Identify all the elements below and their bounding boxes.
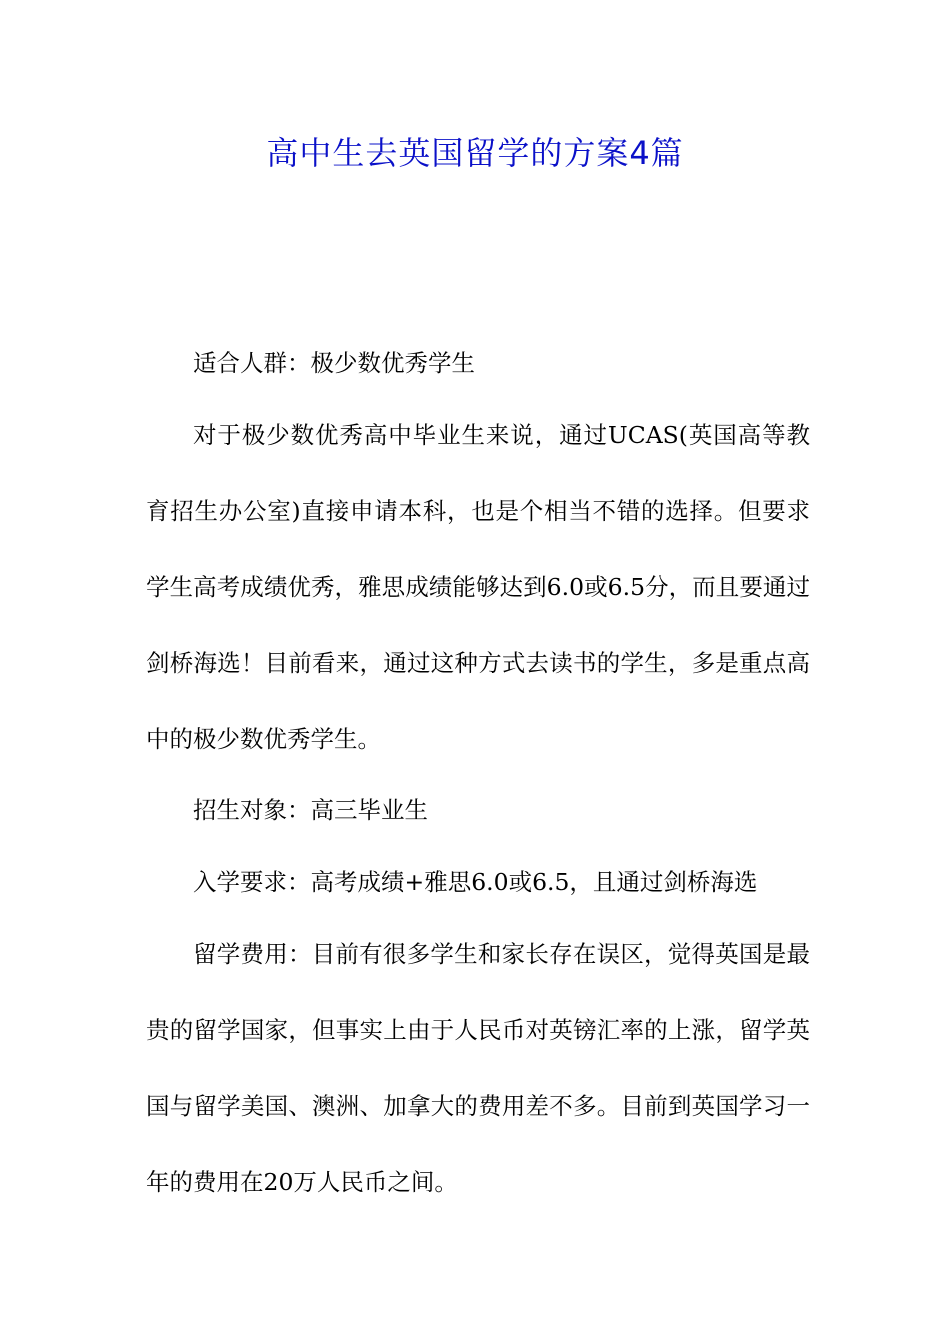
- paragraph-ucas-description: 对于极少数优秀高中毕业生来说，通过UCAS(英国高等教育招生办公室)直接申请本科，也是个相当不错的选择。但要求学生高考成绩优秀，雅思成绩能够达到6.0或6.5分，而且要通过剑桥海选！目前看来，通过这种方式去读书的学生，多是重点高中的极少数优秀学生。: [146, 421, 810, 753]
- paragraph-admission-requirements: 入学要求：高考成绩+雅思6.0或6.5，且通过剑桥海选: [193, 868, 758, 896]
- paragraph-study-costs: 留学费用：目前有很多学生和家长存在误区，觉得英国是最贵的留学国家，但事实上由于人民币对英镑汇率的上涨，留学英国与留学美国、澳洲、加拿大的费用差不多。目前到英国学习一年的费用在20万人民币之间。: [146, 940, 810, 1196]
- paragraph-enrollment-target: 招生对象：高三毕业生: [193, 796, 428, 824]
- document-body: [146, 338, 810, 1248]
- paragraph-target-group: 适合人群：极少数优秀学生: [193, 349, 475, 377]
- document-title: 高中生去英国留学的方案4篇: [266, 134, 684, 172]
